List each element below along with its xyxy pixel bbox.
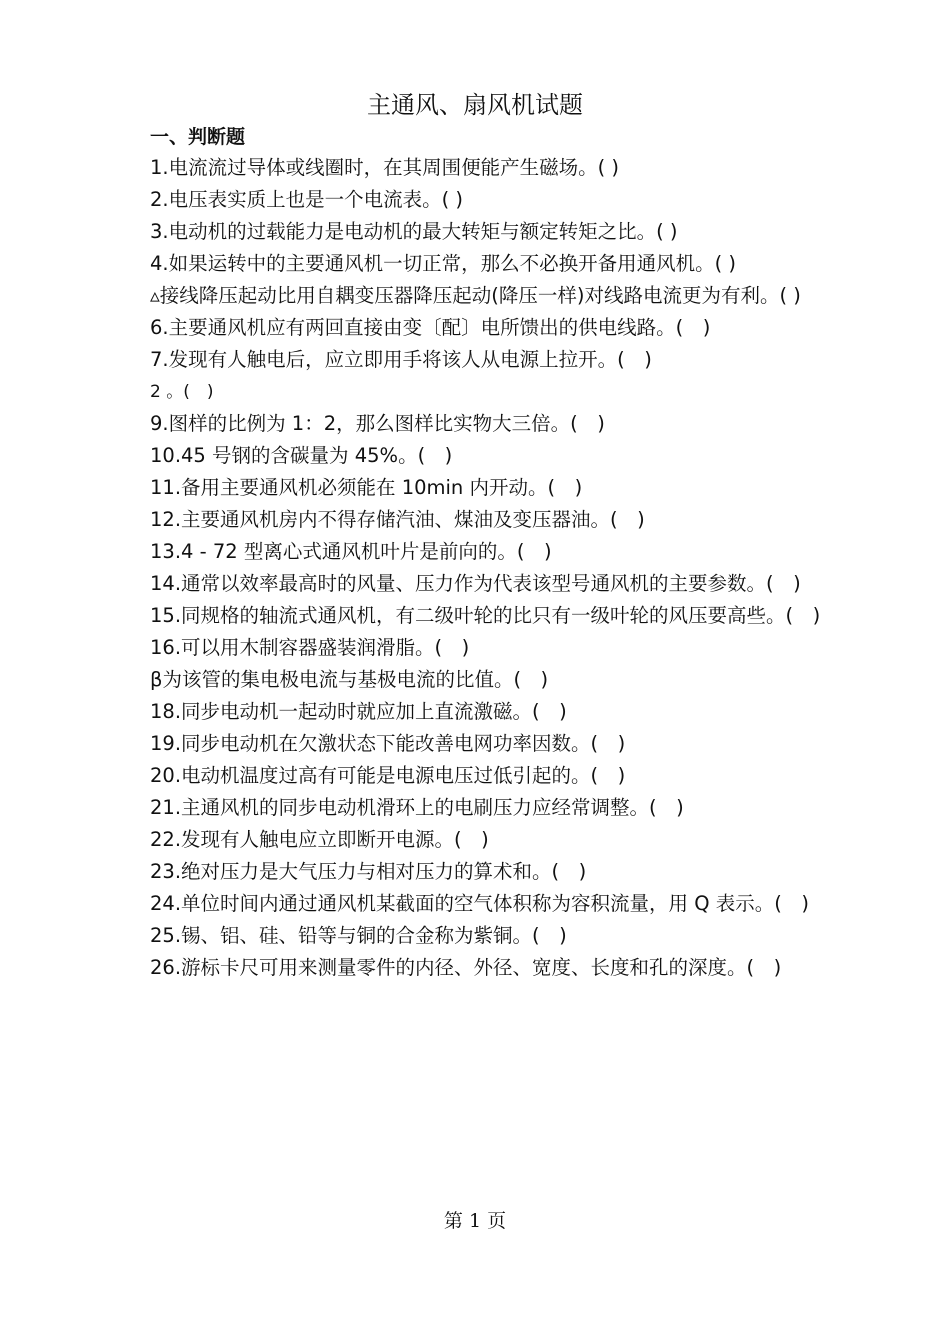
question-item: 21.主通风机的同步电动机滑环上的电刷压力应经常调整。( ) (150, 796, 684, 819)
question-item: 19.同步电动机在欠激状态下能改善电网功率因数。( ) (150, 732, 626, 755)
question-item: 9.图样的比例为 1：2，那么图样比实物大三倍。( ) (150, 412, 605, 435)
question-list (150, 152, 870, 984)
section-heading: 一、判断题 (150, 126, 246, 148)
question-item: 1.电流流过导体或线圈时，在其周围便能产生磁场。( ) (150, 156, 620, 179)
question-item: 11.备用主要通风机必须能在 10min 内开动。( ) (150, 476, 583, 499)
question-item: 4.如果运转中的主要通风机一切正常，那么不必换开备用通风机。( ) (150, 252, 737, 275)
question-item: 25.锡、铝、硅、铅等与铜的合金称为紫铜。( ) (150, 924, 567, 947)
document-title: 主通风、扇风机试题 (367, 91, 583, 119)
question-item: 26.游标卡尺可用来测量零件的内径、外径、宽度、长度和孔的深度。( ) (150, 956, 782, 979)
question-item: 14.通常以效率最高时的风量、压力作为代表该型号通风机的主要参数。( ) (150, 572, 801, 595)
question-item: 12.主要通风机房内不得存储汽油、煤油及变压器油。( ) (150, 508, 645, 531)
question-item: 2.电压表实质上也是一个电流表。( ) (150, 188, 464, 211)
question-item: 10.45 号钢的含碳量为 45%。( ) (150, 444, 453, 467)
question-item: 3.电动机的过载能力是电动机的最大转矩与额定转矩之比。( ) (150, 220, 678, 243)
question-item: 2 。( ) (150, 382, 214, 402)
question-item: 6.主要通风机应有两回直接由变〔配〕电所馈出的供电线路。( ) (150, 316, 711, 339)
question-item: 18.同步电动机一起动时就应加上直流激磁。( ) (150, 700, 567, 723)
question-item: 15.同规格的轴流式通风机，有二级叶轮的比只有一级叶轮的风压要高些。( ) (150, 604, 821, 627)
question-item: 24.单位时间内通过通风机某截面的空气体积称为容积流量，用 Q 表示。( ) (150, 892, 809, 915)
question-item: 13.4 - 72 型离心式通风机叶片是前向的。( ) (150, 540, 552, 563)
question-item: ▵接线降压起动比用自耦变压器降压起动(降压一样)对线路电流更为有利。( ) (150, 284, 801, 307)
question-item: 16.可以用木制容器盛装润滑脂。( ) (150, 636, 470, 659)
question-item: 7.发现有人触电后，应立即用手将该人从电源上拉开。( ) (150, 348, 652, 371)
question-item: 22.发现有人触电应立即断开电源。( ) (150, 828, 489, 851)
page-number: 第 1 页 (443, 1210, 507, 1232)
question-item: 23.绝对压力是大气压力与相对压力的算术和。( ) (150, 860, 587, 883)
question-item: 20.电动机温度过高有可能是电源电压过低引起的。( ) (150, 764, 626, 787)
question-item: β为该管的集电极电流与基极电流的比值。( ) (150, 668, 549, 691)
